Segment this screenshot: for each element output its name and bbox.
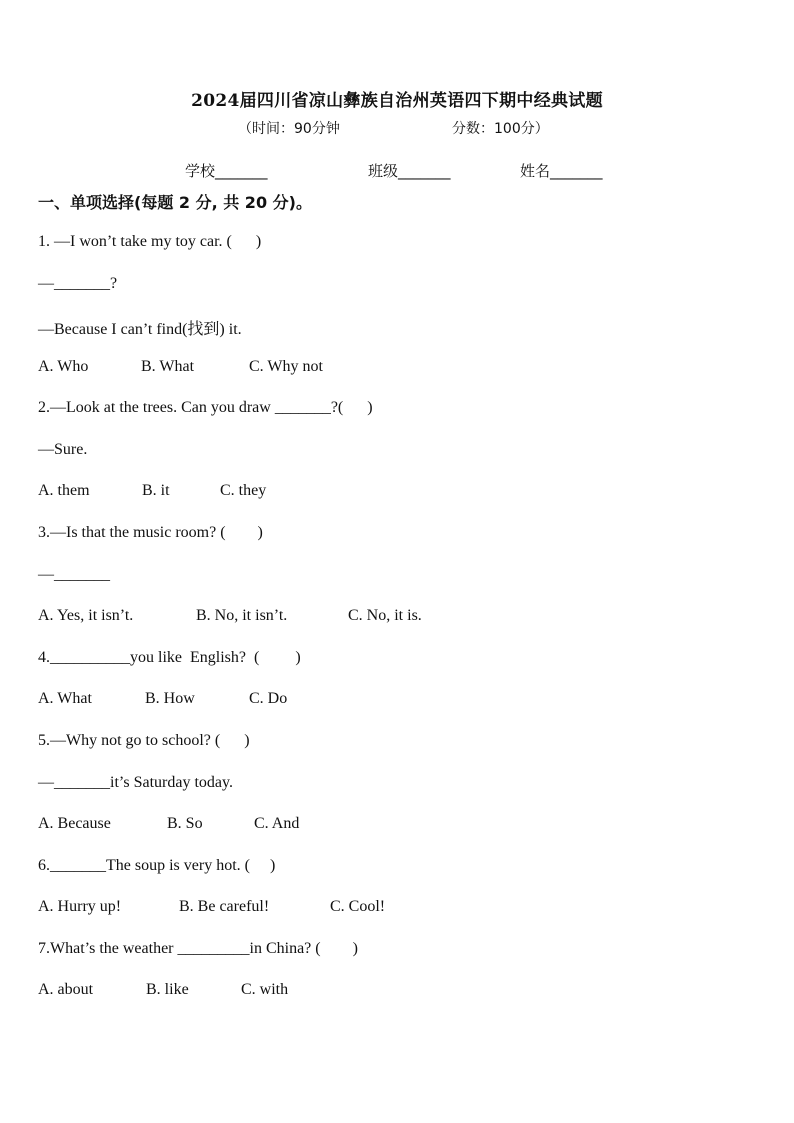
option-b: B. like <box>146 981 189 998</box>
page-title: 2024届四川省凉山彝族自治州英语四下期中经典试题 <box>191 91 603 111</box>
option-a: A. Because <box>38 815 111 832</box>
question-2-line-2: —Sure. <box>38 441 88 458</box>
question-4-stem: 4.__________you like English? ( ) <box>38 649 301 666</box>
exam-time: （时间：90分钟 <box>238 121 340 137</box>
question-3-stem: 3.—Is that the music room? ( ) <box>38 524 263 541</box>
option-a: A. What <box>38 690 92 707</box>
option-a: A. Who <box>38 358 89 375</box>
option-c: C. Do <box>249 690 288 707</box>
option-b: B. Be careful! <box>179 898 270 915</box>
option-b: B. No, it isn’t. <box>196 607 288 624</box>
option-b: B. How <box>145 690 195 707</box>
option-b: B. it <box>142 482 170 499</box>
question-1-stem: 1. —I won’t take my toy car. ( ) <box>38 233 262 250</box>
question-5-line-2: —_______it’s Saturday today. <box>38 774 233 791</box>
option-b: B. So <box>167 815 203 832</box>
question-1-line-2: —_______? <box>38 275 118 292</box>
option-c: C. with <box>241 981 289 998</box>
option-c: C. they <box>220 482 267 499</box>
option-b: B. What <box>141 358 195 375</box>
school-field: 学校_______ <box>185 162 268 180</box>
option-a: A. about <box>38 981 94 998</box>
class-field: 班级_______ <box>368 162 451 180</box>
question-3-line-2: —_______ <box>38 566 110 583</box>
option-a: A. them <box>38 482 90 499</box>
section-title: 一、单项选择(每题 2 分, 共 20 分)。 <box>38 193 312 212</box>
question-6-stem: 6._______The soup is very hot. ( ) <box>38 857 276 874</box>
option-c: C. Cool! <box>330 898 386 915</box>
question-5-stem: 5.—Why not go to school? ( ) <box>38 732 250 749</box>
question-1-line-3: —Because I can’t find(找到) it. <box>38 321 242 338</box>
option-c: C. No, it is. <box>348 607 422 624</box>
option-c: C. And <box>254 815 300 832</box>
question-7-stem: 7.What’s the weather _________in China? ( ) <box>38 940 358 957</box>
option-a: A. Hurry up! <box>38 898 122 915</box>
question-2-stem: 2.—Look at the trees. Can you draw _______?( ) <box>38 399 373 416</box>
option-a: A. Yes, it isn’t. <box>38 607 134 624</box>
name-field: 姓名_______ <box>520 162 603 180</box>
exam-score: 分数：100分） <box>452 121 549 137</box>
option-c: C. Why not <box>249 358 323 375</box>
